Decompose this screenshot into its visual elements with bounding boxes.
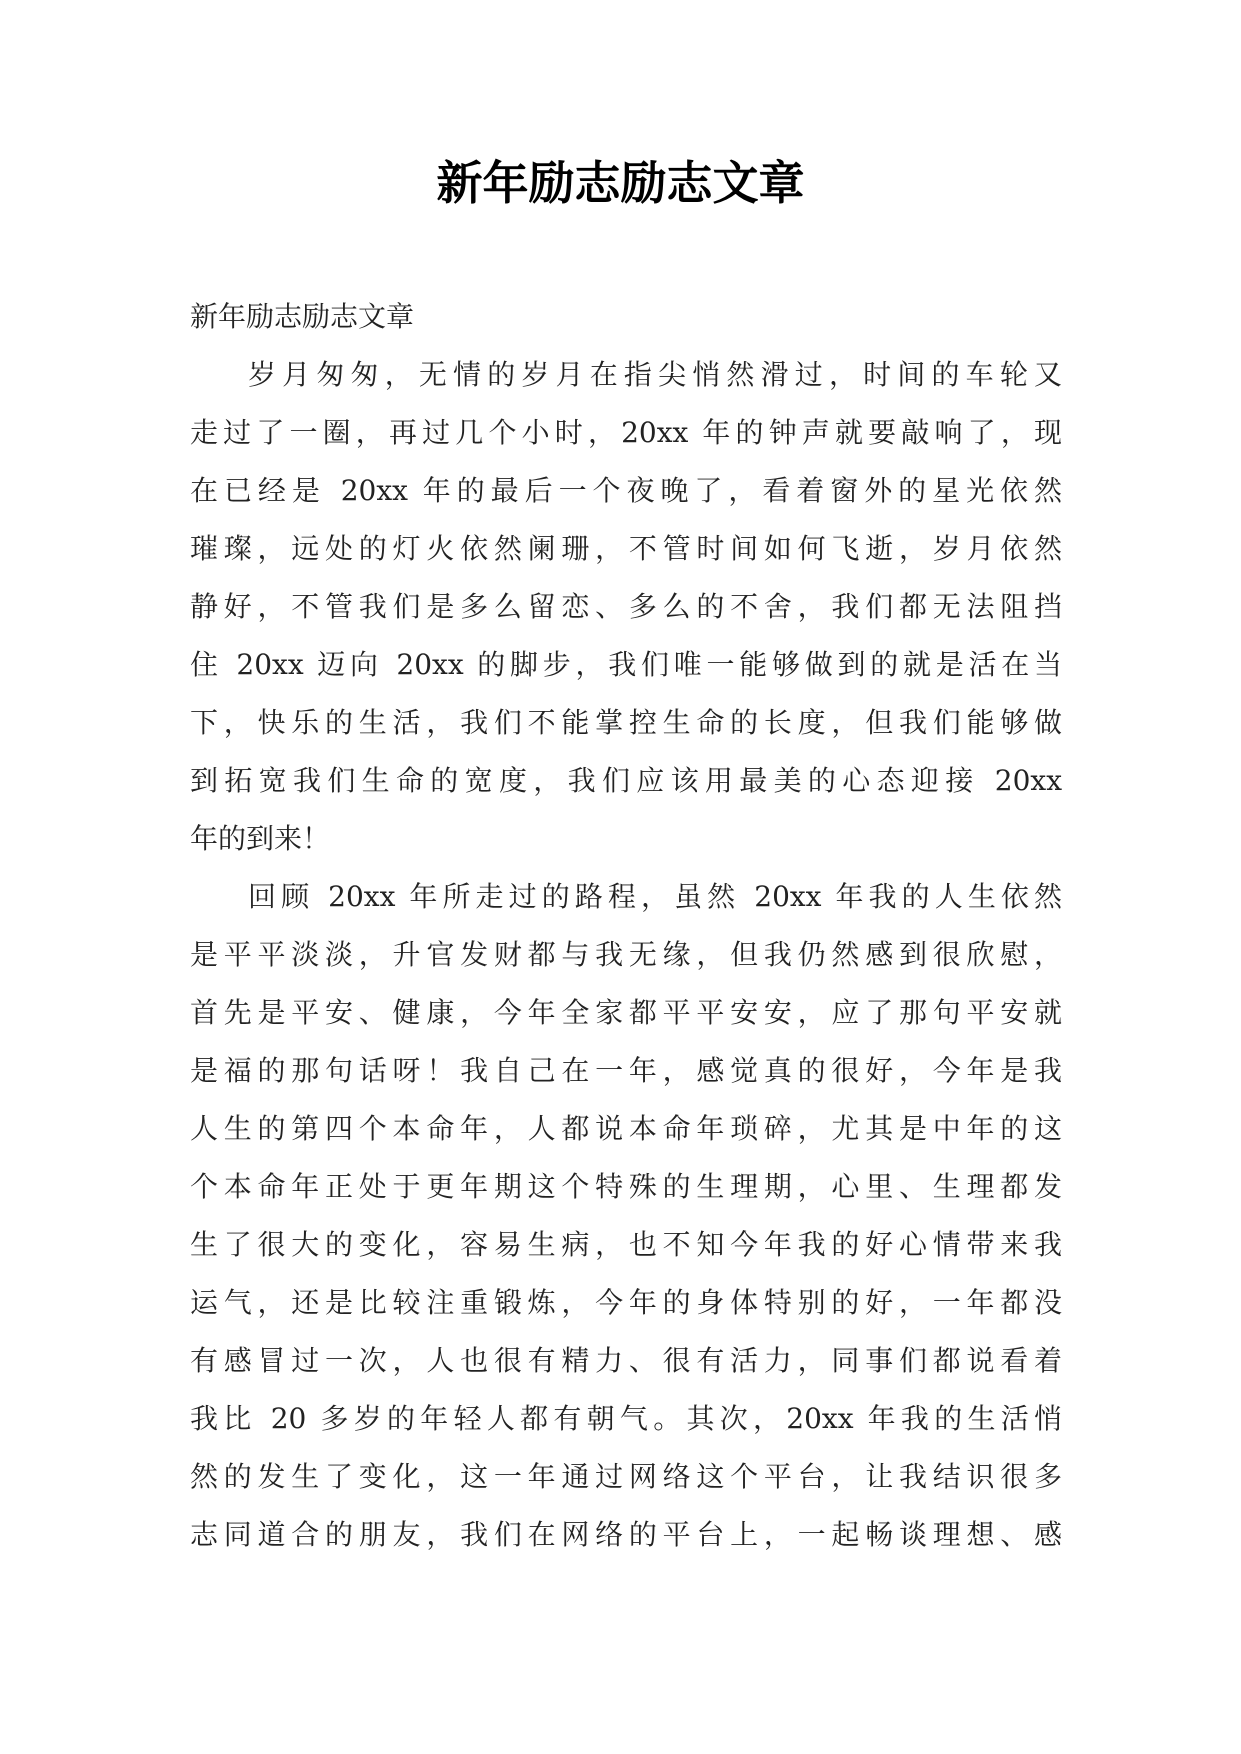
paragraph-line: 运气，还是比较注重锻炼，今年的身体特别的好，一年都没 bbox=[190, 1286, 1062, 1319]
paragraph-line: 到拓宽我们生命的宽度，我们应该用最美的心态迎接 20xx bbox=[190, 764, 1062, 797]
paragraph-line: 下，快乐的生活，我们不能掌控生命的长度，但我们能够做 bbox=[190, 706, 1062, 739]
paragraph-line: 住 20xx 迈向 20xx 的脚步，我们唯一能够做到的就是活在当 bbox=[190, 648, 1062, 681]
paragraph-line: 璀璨，远处的灯火依然阑珊，不管时间如何飞逝，岁月依然 bbox=[190, 532, 1062, 565]
document-body bbox=[190, 288, 1062, 1564]
paragraph-line: 然的发生了变化，这一年通过网络这个平台，让我结识很多 bbox=[190, 1460, 1062, 1493]
paragraph-line: 首先是平安、健康，今年全家都平平安安，应了那句平安就 bbox=[190, 996, 1062, 1029]
paragraph-line: 在已经是 20xx 年的最后一个夜晚了，看着窗外的星光依然 bbox=[190, 474, 1062, 507]
paragraph-line: 岁月匆匆，无情的岁月在指尖悄然滑过，时间的车轮又 bbox=[248, 358, 1062, 391]
paragraph-line: 有感冒过一次，人也很有精力、很有活力，同事们都说看着 bbox=[190, 1344, 1062, 1377]
paragraph-line: 回顾 20xx 年所走过的路程，虽然 20xx 年我的人生依然 bbox=[248, 880, 1062, 913]
paragraph-line: 生了很大的变化，容易生病，也不知今年我的好心情带来我 bbox=[190, 1228, 1062, 1261]
paragraph-line: 走过了一圈，再过几个小时，20xx 年的钟声就要敲响了，现 bbox=[190, 416, 1062, 449]
paragraph-line: 志同道合的朋友，我们在网络的平台上，一起畅谈理想、感 bbox=[190, 1518, 1062, 1551]
paragraph-line: 静好，不管我们是多么留恋、多么的不舍，我们都无法阻挡 bbox=[190, 590, 1062, 623]
paragraph-line: 人生的第四个本命年，人都说本命年琐碎，尤其是中年的这 bbox=[190, 1112, 1062, 1145]
paragraph-line: 是福的那句话呀！我自己在一年，感觉真的很好，今年是我 bbox=[190, 1054, 1062, 1087]
subtitle-line: 新年励志励志文章 bbox=[190, 300, 415, 333]
paragraph-1 bbox=[190, 346, 1062, 868]
document-title: 新年励志励志文章 bbox=[436, 156, 805, 210]
paragraph-line: 年的到来！ bbox=[190, 822, 331, 855]
paragraph-line: 个本命年正处于更年期这个特殊的生理期，心里、生理都发 bbox=[190, 1170, 1062, 1203]
paragraph-2 bbox=[190, 868, 1062, 1564]
paragraph-line: 是平平淡淡，升官发财都与我无缘，但我仍然感到很欣慰， bbox=[190, 938, 1062, 971]
paragraph-line: 我比 20 多岁的年轻人都有朝气。其次，20xx 年我的生活悄 bbox=[190, 1402, 1062, 1435]
